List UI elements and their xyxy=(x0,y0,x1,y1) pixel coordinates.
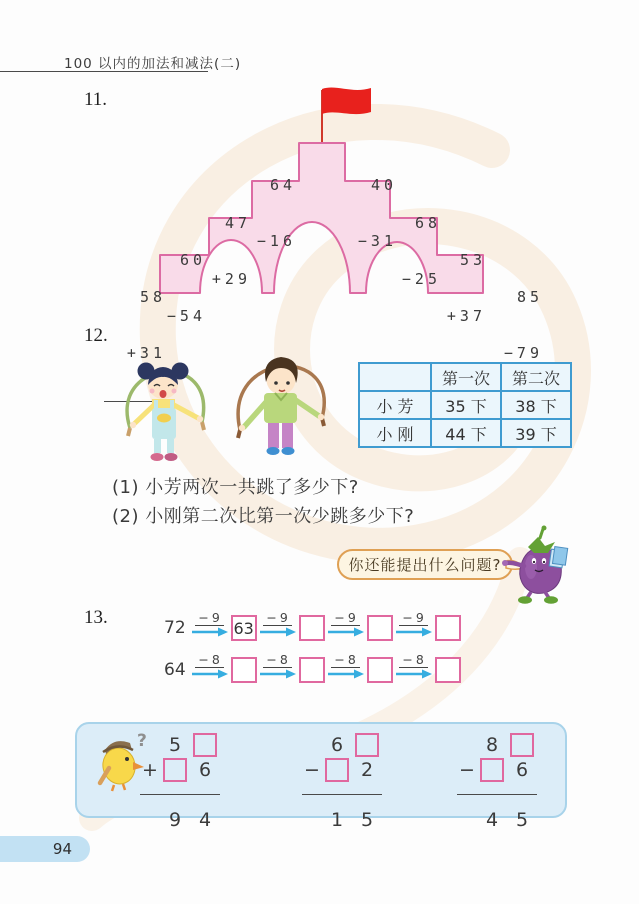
castle-problem-53-plus-37 xyxy=(438,214,486,362)
result-tens: 4 xyxy=(485,808,499,831)
red-flag-icon xyxy=(322,88,371,115)
result-ones: 4 xyxy=(198,808,212,831)
answer-box: 63 xyxy=(231,615,257,641)
step-arrow-unit xyxy=(192,653,228,679)
page-number: 94 xyxy=(52,840,72,858)
answer-box xyxy=(435,615,461,641)
kids-jumping-rope-illustration xyxy=(100,330,340,472)
step-label: −8 xyxy=(195,653,223,668)
castle-problem-64-minus-16 xyxy=(248,139,296,287)
question-mark-glyph: ? xyxy=(137,731,147,751)
answer-box xyxy=(231,657,257,683)
chain-start-number: 64 xyxy=(164,660,186,680)
answer-box xyxy=(510,733,534,757)
bottom-digit: 6 xyxy=(198,758,212,781)
header-cell-second: 第二次 xyxy=(501,363,571,391)
vertical-problem-2 xyxy=(302,732,382,832)
answer-box xyxy=(435,657,461,683)
page-title: 100 以内的加法和减法(二) xyxy=(64,56,242,72)
first-count-cell: 44 下 xyxy=(431,419,501,447)
question-1: (1) 小芳两次一共跳了多少下? xyxy=(112,477,359,498)
result-line xyxy=(302,794,382,795)
result-ones: 5 xyxy=(515,808,529,831)
second-count-cell: 39 下 xyxy=(501,419,571,447)
step-label: −8 xyxy=(331,653,359,668)
chain-row-1 xyxy=(164,610,461,641)
question-2: (2) 小刚第二次比第一次少跳多少下? xyxy=(112,506,415,527)
result-line xyxy=(140,794,220,795)
result-tens: 1 xyxy=(330,808,344,831)
problem-12-label: 12. xyxy=(84,325,108,346)
top-digit: 8 xyxy=(485,733,499,756)
step-arrow-unit xyxy=(260,653,296,679)
bottom-operand: +29 xyxy=(211,269,251,288)
top-operand: 60 xyxy=(179,251,206,269)
step-arrow-unit xyxy=(396,611,432,637)
practice-panel xyxy=(75,722,567,831)
right-arrow-icon xyxy=(328,627,364,637)
speech-bubble xyxy=(337,549,513,580)
right-arrow-icon xyxy=(192,669,228,679)
operator: − xyxy=(459,758,475,781)
answer-box xyxy=(480,758,504,782)
answer-box xyxy=(367,657,393,683)
top-digit: 6 xyxy=(330,733,344,756)
header-rule xyxy=(0,71,208,72)
row-name-cell: 小 芳 xyxy=(359,391,431,419)
answer-box xyxy=(355,733,379,757)
table-header-row xyxy=(359,363,571,391)
answer-box xyxy=(193,733,217,757)
problem-11-label: 11. xyxy=(84,89,108,110)
operator: + xyxy=(142,758,158,781)
girl-jumping-rope-illustration xyxy=(127,363,204,462)
eggplant-character-illustration xyxy=(500,522,578,604)
chain-row-2 xyxy=(164,652,461,683)
right-arrow-icon xyxy=(396,627,432,637)
answer-box xyxy=(163,758,187,782)
bottom-digit: 6 xyxy=(515,758,529,781)
top-operand: 85 xyxy=(516,288,543,306)
step-label: −8 xyxy=(263,653,291,668)
answer-box xyxy=(299,615,325,641)
boy-jumping-rope-illustration xyxy=(238,357,324,455)
step-arrow-unit xyxy=(328,653,364,679)
page-number-pill xyxy=(0,836,90,862)
bottom-digit: 2 xyxy=(360,758,374,781)
step-label: −9 xyxy=(195,611,223,626)
top-operand: 47 xyxy=(224,214,251,232)
castle-problem-40-minus-31 xyxy=(349,139,397,287)
castle-problem-47-plus-29 xyxy=(203,177,251,325)
bottom-operand: −79 xyxy=(503,343,543,362)
step-label: −9 xyxy=(399,611,427,626)
result-line xyxy=(457,794,537,795)
castle-problem-68-minus-25 xyxy=(393,177,441,325)
right-arrow-icon xyxy=(328,669,364,679)
jump-count-table xyxy=(358,362,572,448)
answer-box xyxy=(299,657,325,683)
right-arrow-icon xyxy=(396,669,432,679)
bottom-operand: −31 xyxy=(357,231,397,250)
answer-box xyxy=(367,615,393,641)
vertical-problem-1 xyxy=(140,732,220,832)
bottom-operand: −54 xyxy=(166,306,206,325)
bottom-operand: −16 xyxy=(256,231,296,250)
top-operand: 58 xyxy=(139,288,166,306)
operator: − xyxy=(304,758,320,781)
step-arrow-unit xyxy=(192,611,228,637)
right-arrow-icon xyxy=(260,627,296,637)
row-name-cell: 小 刚 xyxy=(359,419,431,447)
header-cell-first: 第一次 xyxy=(431,363,501,391)
second-count-cell: 38 下 xyxy=(501,391,571,419)
problem-13-label: 13. xyxy=(84,607,108,628)
step-label: −9 xyxy=(331,611,359,626)
top-operand: 53 xyxy=(459,251,486,269)
step-label: −8 xyxy=(399,653,427,668)
first-count-cell: 35 下 xyxy=(431,391,501,419)
step-label: −9 xyxy=(263,611,291,626)
top-operand: 68 xyxy=(414,214,441,232)
step-arrow-unit xyxy=(328,611,364,637)
bottom-operand: +31 xyxy=(126,343,166,362)
right-arrow-icon xyxy=(192,627,228,637)
vertical-problem-3 xyxy=(457,732,537,832)
table-row xyxy=(359,391,571,419)
table-row xyxy=(359,419,571,447)
result-tens: 9 xyxy=(168,808,182,831)
top-digit: 5 xyxy=(168,733,182,756)
top-operand: 40 xyxy=(370,176,397,194)
step-arrow-unit xyxy=(396,653,432,679)
result-ones: 5 xyxy=(360,808,374,831)
answer-box xyxy=(325,758,349,782)
bottom-operand: −25 xyxy=(401,269,441,288)
speech-bubble-text: 你还能提出什么问题? xyxy=(348,556,502,574)
top-operand: 64 xyxy=(269,176,296,194)
bottom-operand: +37 xyxy=(446,306,486,325)
chain-start-number: 72 xyxy=(164,618,186,638)
header-cell-empty xyxy=(359,363,431,391)
step-arrow-unit xyxy=(260,611,296,637)
right-arrow-icon xyxy=(260,669,296,679)
